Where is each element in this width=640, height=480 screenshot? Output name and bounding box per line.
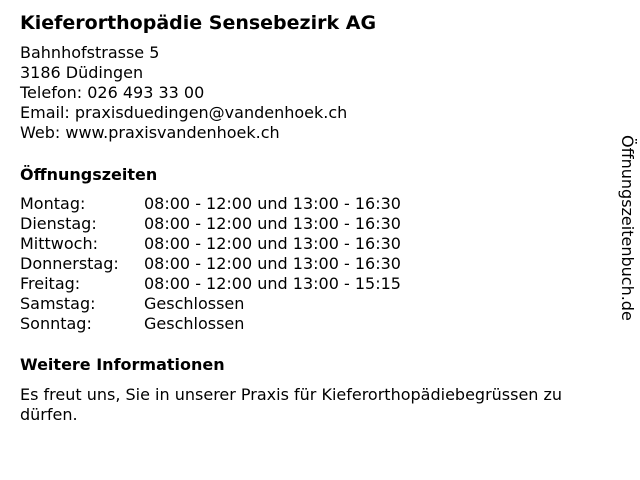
day-label: Freitag: (20, 274, 81, 293)
hours-value: 08:00 - 12:00 und 13:00 - 16:30 (144, 234, 401, 253)
day-label: Mittwoch: (20, 234, 98, 253)
hours-row-monday (20, 194, 401, 214)
hours-value: Geschlossen (144, 294, 245, 313)
phone-number: Telefon: 026 493 33 00 (20, 83, 205, 102)
hours-value: 08:00 - 12:00 und 13:00 - 16:30 (144, 254, 401, 273)
hours-value: 08:00 - 12:00 und 13:00 - 16:30 (144, 194, 401, 213)
brand-watermark: Öffnungszeitenbuch.de (618, 135, 637, 321)
hours-row-wednesday (20, 234, 401, 254)
day-label: Samstag: (20, 294, 96, 313)
business-name: Kieferorthopädie Sensebezirk AG (20, 12, 377, 34)
email-address: Email: praxisduedingen@vandenhoek.ch (20, 103, 348, 122)
opening-hours-heading: Öffnungszeiten (20, 165, 158, 184)
opening-hours-table (20, 194, 401, 334)
further-info-heading: Weitere Informationen (20, 355, 225, 374)
hours-value: 08:00 - 12:00 und 13:00 - 16:30 (144, 214, 401, 233)
hours-row-tuesday (20, 214, 401, 234)
day-label: Montag: (20, 194, 86, 213)
address-block (20, 43, 347, 143)
website-address: Web: www.praxisvandenhoek.ch (20, 123, 280, 142)
further-info-text: Es freut uns, Sie in unserer Praxis für Kieferorthopädiebegrüssen zu dürfen. (20, 385, 563, 424)
street-address: Bahnhofstrasse 5 (20, 43, 160, 62)
hours-row-thursday (20, 254, 401, 274)
day-label: Donnerstag: (20, 254, 119, 273)
day-label: Sonntag: (20, 314, 92, 333)
day-label: Dienstag: (20, 214, 97, 233)
city-address: 3186 Düdingen (20, 63, 144, 82)
hours-row-saturday (20, 294, 401, 314)
hours-value: 08:00 - 12:00 und 13:00 - 15:15 (144, 274, 401, 293)
hours-row-friday (20, 274, 401, 294)
hours-value: Geschlossen (144, 314, 245, 333)
hours-row-sunday (20, 314, 401, 334)
